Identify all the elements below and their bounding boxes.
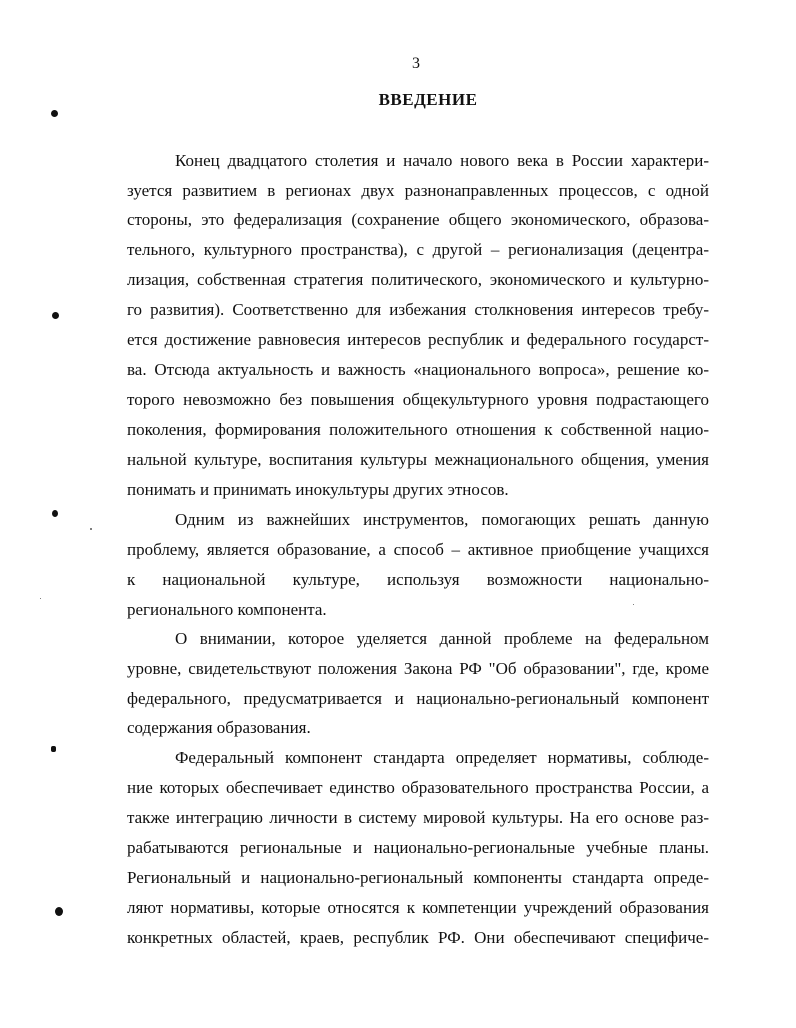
binding-hole-mark — [52, 510, 58, 517]
paragraph-1-line: нальной культуре, воспитания культуры межнационального общения, умения — [127, 450, 709, 469]
page-title: ВВЕДЕНИЕ — [378, 90, 478, 109]
paragraph-3-line: федерального, предусматривается и национально-региональный компонент — [127, 689, 709, 708]
paragraph-2-line: проблему, является образование, а способ – активное приобщение учащихся — [127, 540, 709, 559]
scan-speck — [90, 528, 92, 530]
paragraph-1-line: Конец двадцатого столетия и начало нового века в России характери- — [175, 151, 709, 170]
paragraph-4-line: рабатываются региональные и национально-региональные учебные планы. — [127, 838, 709, 857]
paragraph-1-line: стороны, это федерализация (сохранение общего экономического, образова- — [127, 210, 709, 229]
paragraph-4-line: Региональный и национально-региональный компоненты стандарта опреде- — [127, 868, 709, 887]
paragraph-4-line: Федеральный компонент стандарта определяет нормативы, соблюде- — [175, 748, 709, 767]
paragraph-1-line: понимать и принимать инокультуры других этносов. — [127, 480, 509, 499]
binding-hole-mark — [51, 746, 56, 752]
paragraph-3-line: уровне, свидетельствуют положения Закона РФ "Об образовании", где, кроме — [127, 659, 709, 678]
paragraph-4-line: также интеграцию личности в систему мировой культуры. На его основе раз- — [127, 808, 709, 827]
page-number: 3 — [412, 55, 420, 72]
scan-speck — [40, 598, 41, 599]
paragraph-2-line: к национальной культуре, используя возможности национально- — [127, 570, 709, 589]
paragraph-2-line: регионального компонента. — [127, 600, 327, 619]
paragraph-1-line: го развития). Соответственно для избежания столкновения интересов требу- — [127, 300, 709, 319]
paragraph-2-line: Одним из важнейших инструментов, помогающих решать данную — [175, 510, 709, 529]
paragraph-3-line: О внимании, которое уделяется данной проблеме на федеральном — [175, 629, 709, 648]
paragraph-1-line: поколения, формирования положительного отношения к собственной нацио- — [127, 420, 709, 439]
paragraph-4-line: ляют нормативы, которые относятся к компетенции учреждений образования — [127, 898, 709, 917]
binding-hole-mark — [52, 312, 59, 319]
scan-speck — [633, 604, 634, 605]
paragraph-3-line: содержания образования. — [127, 718, 311, 737]
paragraph-1-line: тельного, культурного пространства), с другой – регионализация (децентра- — [127, 240, 709, 259]
paragraph-4-line: конкретных областей, краев, республик РФ. Они обеспечивают специфиче- — [127, 928, 709, 947]
paragraph-1-line: торого невозможно без повышения общекультурного уровня подрастающего — [127, 390, 709, 409]
paragraph-1-line: лизация, собственная стратегия политического, экономического и культурно- — [127, 270, 709, 289]
paragraph-1-line: ва. Отсюда актуальность и важность «национального вопроса», решение ко- — [127, 360, 709, 379]
paragraph-1-line: зуется развитием в регионах двух разнонаправленных процессов, с одной — [127, 181, 709, 200]
paragraph-1-line: ется достижение равновесия интересов республик и федерального государст- — [127, 330, 709, 349]
binding-hole-mark — [51, 110, 58, 117]
binding-hole-mark — [55, 907, 63, 916]
paragraph-4-line: ние которых обеспечивает единство образовательного пространства России, а — [127, 778, 709, 797]
